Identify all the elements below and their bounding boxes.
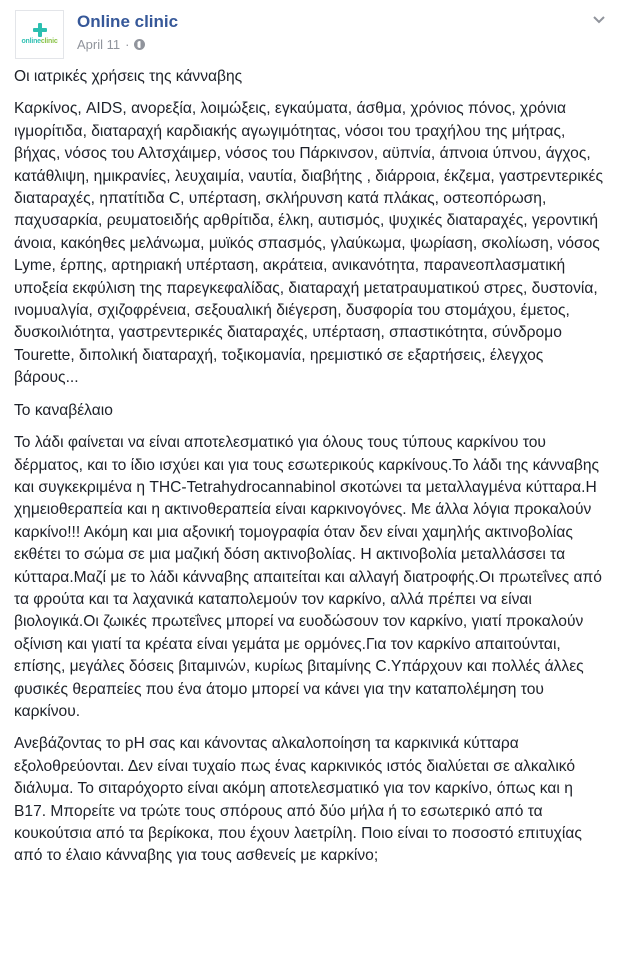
post-body [14, 66, 609, 878]
post-heading-medical-uses: Οι ιατρικές χρήσεις της κάνναβης [14, 68, 243, 85]
chevron-down-icon[interactable] [592, 12, 606, 22]
post-paragraph-conditions: Καρκίνος, AIDS, ανορεξία, λοιμώξεις, εγκαύματα, άσθμα, χρόνιος πόνος, χρόνια ιγμορίτιδα, διαταραχή καρδιακής αγωγιμότητας, νόσοι του τραχήλου της μήτρας, βήχας, νόσος του Αλτσχάιμερ, νόσος του Πάρκινσον, αϋπνία, άπνοια ύπνου, άγχος, κατάθλιψη, ημικρανίες, λευχαιμία, ναυτία, διαβήτης , διάρροια, έκζεμα, γαστρεντερικές διαταραχές, ηπατίτιδα C, υπέρταση, σκλήρυνση κατά πλάκας, οστεοπόρωση, παχυσαρκία, ρευματοειδής αρθρίτιδα, έλκη, αυτισμός, ψυχικές διαταραχές, γεροντική άνοια, κακόηθες μελάνωμα, μυϊκός σπασμός, γλαύκωμα, ψωρίαση, σκολίωση, νόσος Lyme, έρπης, αρτηριακή υπέρταση, ακράτεια, ανικανότητα, παρανεοπλασματική υποξεία εκφύλιση της παρεγκεφαλίδας, διαταραχή μετατραυματικού στρες, δυστονία, ινομυαλγία, σχιζοφρένεια, σεξουαλική διέγερση, δυσφορία του στομάχου, έμετος, δυσκοιλιότητα, γαστρεντερικές διαταραχές, υπέρταση, σπαστικότητα, σύνδρομο Tourette, διπολική διαταραχή, τοξικομανία, ηρεμιστικό σε εξαρτήσεις, έλεγχος βάρους... [14, 100, 603, 387]
avatar-logo-text: onlineclinic [21, 38, 58, 45]
post-paragraph-oil: Το λάδι φαίνεται να είναι αποτελεσματικό για όλους τους τύπους καρκίνου του δέρματος, και το ίδιο ισχύει και για τους εσωτερικούς καρκίνους.Το λάδι της κάνναβης και συγκεκριμένα η THC-Tetrahydrocannabinol σκοτώνει τα μεταλλαγμένα κύτταρα.Η χημειοθεραπεία και η ακτινοθεραπεία είναι καρκινογόνες. Με άλλα λόγια προκαλούν καρκίνο!!! Ακόμη και μια αξονική τομογραφία όταν δεν είναι χαμηλής ακτινοβολίας εκθέτει το σώμα σε μια μαζική δόση ακτινοβολίας. Η ακτινοβολία μεταλλάσσει τα κύτταρα.Μαζί με το λάδι κάνναβης απαιτείται και αλλαγή διατροφής.Οι πρωτεΐνες από τα φρούτα και τα λαχανικά καταπολεμούν τον καρκίνο, αλλά πρέπει να είναι βιολογικά.Οι ζωικές πρωτεΐνες μπορεί να ευοδώσουν τον καρκίνο, γιατί προκαλούν οξίνιση και γιατί τα κρέατα είναι γεμάτα με ορμόνες.Για τον καρκίνο απαιτούνται, επίσης, μεγάλες δόσεις βιταμινών, κυρίως βιταμίνης C.Υπάρχουν και πολλές άλλες φυσικές θεραπείες που ένα άτομο μπορεί να κάνει για την καταπολέμηση του καρκίνου. [14, 434, 602, 720]
post-meta [77, 11, 178, 52]
globe-icon[interactable] [134, 39, 145, 50]
medical-cross-icon [33, 23, 47, 37]
post-paragraph-ph: Ανεβάζοντας το pH σας και κάνοντας αλκαλοποίηση τα καρκινικά κύτταρα εξολοθρεύονται. Δεν είναι τυχαίο πως ένας καρκινικός ιστός διαλύεται σε αλκαλικό διάλυμα. Το σιταρόχορτο είναι ακόμη αποτελεσματικό για τον καρκίνο, όπως και η B17. Μπορείτε να τρώτε τους σπόρους από δύο μήλα ή το εσωτερικό από τα κουκούτσια από τα βερίκοκα, που έχουν λαετρίλη. Ποιο είναι το ποσοστό επιτυχίας από το έλαιο κάνναβης για τους ασθενείς με καρκίνο; [14, 735, 582, 865]
separator: · [125, 37, 130, 52]
post-header [15, 10, 178, 60]
post-subline [77, 37, 178, 52]
post-heading-cannabis-oil: Το καναβέλαιο [14, 401, 113, 419]
author-link[interactable]: Online clinic [77, 12, 179, 31]
post-timestamp[interactable]: April 11 [77, 37, 121, 52]
avatar[interactable] [15, 10, 64, 59]
